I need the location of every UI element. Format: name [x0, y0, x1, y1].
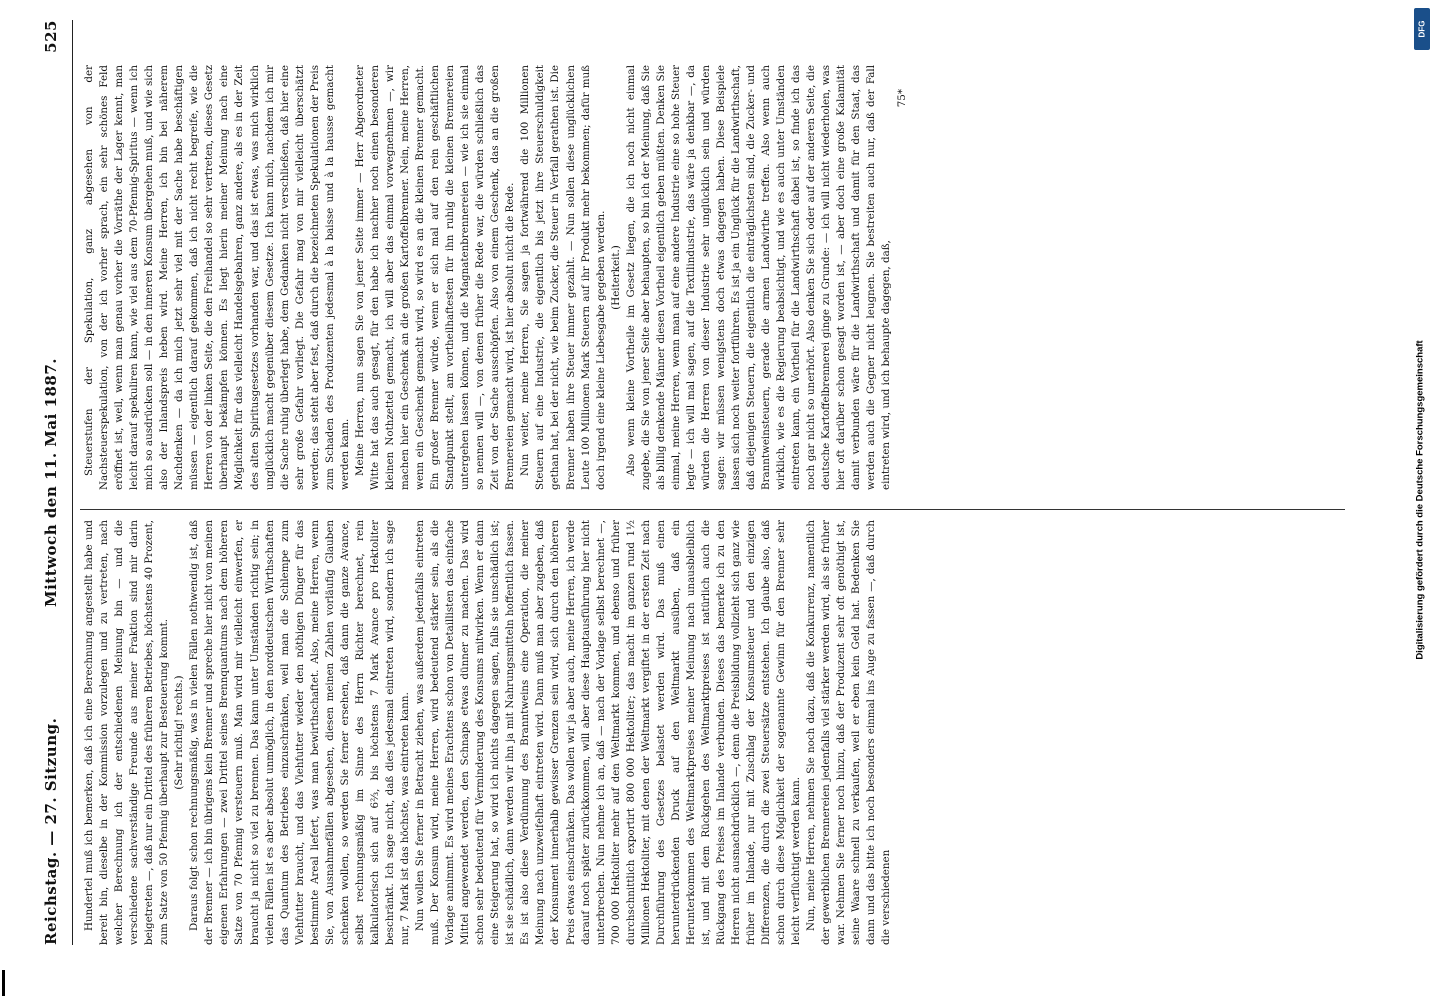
digitization-credit-text: Digitalisierung gefördert durch die Deutsche Forschungsgemeinschaft: [1414, 340, 1426, 660]
page-number: 525: [42, 20, 60, 53]
paragraph: Meine Herren, nun sagen Sie von jener Seite immer — Herr Abgeordneter Witte hat das auch gesagt, für den habe ich nachher noch einen besonderen kleinen Nothzettel gemacht, ich will aber das einmal vorwegnehmen —, wir machen hier ein Geschenk an die großen Kartoffelbrenner. Nein, meine Herren, wenn ein Geschenk gemacht wird, so wird es an die kleinen Brenner gemacht. Ein großer Brenner würde, wenn er sich mal auf den rein geschäftlichen Standpunkt stellt, am vortheilhaftesten für ihn ruhig die kleinen Brennereien untergehen lassen können, und die Magnatenbrennereien — wie ich sie einmal so nennen will —, von denen früher die Rede war, die würden schließlich das Zeit von der Sache ausschöpfen. Also von einem Geschenk, das an die großen Brennereien gemacht wird, ist hier absolut nicht die Rede.: [353, 65, 517, 490]
page-signature: 75*: [895, 89, 908, 108]
scan-edge-mark: [2, 970, 5, 996]
digitization-credit: [1410, 60, 1430, 940]
header-rule: [72, 20, 73, 945]
dfg-logo-text: DFG: [1417, 20, 1427, 38]
left-column: [82, 520, 1342, 945]
paragraph: Also wenn kleine Vortheile im Gesetz liegen, die ich noch nicht einmal zugebe, die Sie von jener Seite aber behaupten, so bin ich der Meinung, daß Sie als billig denkende Männer diesen Vortheil eigentlich geben müßten. Denken Sie einmal, meine Herren, wenn man auf eine andere Industrie eine so hohe Steuer legte — ich will mal sagen, auf die Textilindustrie, das wäre ja denkbar —, da würden die Herren von dieser Industrie sehr unglücklich sein und würden sagen: wir müssen wenigstens doch etwas dagegen haben. Diese Beispiele lassen sich noch weiter fortführen. Es ist ja ein Unglück für die Landwirthschaft, daß diejenigen Steuern, die eigentlich die einträglichsten sind, die Zucker- und Branntweinsteuern, gerade die armen Landwirthe treffen. Also wenn auch wirklich, wie es die Regierung beabsichtigt, und wie es auch unter Umständen eintreten kann, ein Vortheil für die Landwirthschaft dabei ist, so finde ich das noch gar nicht so unerhört. Also denken Sie sich oder auf der anderen Seite, die deutsche Kartoffelbrennerei ginge zu Grunde: — ich will nicht wiederholen, was hier oft darüber schon gesagt worden ist, — aber doch eine große Kalamität damit verbunden wäre für die Landwirthschaft und damit für den Staat, das werden auch die Gegner nicht leugnen. Sie bestreiten auch nur, daß der Fall eintreten wird, und ich behaupte dagegen, daß,: [624, 65, 893, 490]
paragraph: Nun, meine Herren, nehmen Sie noch dazu, daß die Konkurrenz, namentlich der gewerblichen Brennereien jedenfalls viel stärker werden wird, als sie früher war. Nehmen Sie ferner noch hinzu, daß der Produzent sehr oft genöthigt ist, seine Waare schnell zu verkaufen, weil er eben kein Geld hat. Bedenken Sie dann und das bitte ich noch besonders einmal ins Auge zu fassen —, daß durch die verschiedenen: [805, 520, 893, 945]
header-left: Reichstag. — 27. Sitzung.: [42, 717, 60, 945]
paragraph: Nun weiter, meine Herren, Sie sagen ja fortwährend die 100 Millionen Steuern auf eine Industrie, die eigentlich bis jetzt ihre Steuerschuldigkeit gethan hat, bei der nicht, wie beim Zucker, die Steuer in Verfall gerathen ist. Die Brenner haben ihre Steuer immer gezahlt. — Nun sollen diese unglücklichen Leute 100 Millionen Mark Steuern auf ihr Produkt mehr bekommen; dafür muß doch irgend eine kleine Liebesgabe gegeben werden.: [519, 65, 607, 490]
interjection: (Sehr richtig! rechts.): [173, 675, 186, 790]
header-date: Mittwoch den 11. Mai 1887.: [42, 357, 60, 608]
paragraph: Nun wollen Sie ferner in Betracht ziehen, was außerdem jedenfalls eintreten muß. Der Konsum wird, meine Herren, wird bedeutend stärker sein, als die Vorlage annimmt. Es wird meines Erachtens schon von Detaillisten das einfache Mittel angewendet werden, den Schnaps etwas dünner zu machen. Das wird schon sehr bedeutend für Verminderung des Konsums mitwirken. Wenn er dann eine Steigerung hat, so wird ich nichts dagegen sagen, falls sie unschädlich ist; ist sie schädlich, dann werden wir ihn ja mit Nahrungsmitteln hoffentlich fassen. Es ist also diese Verdünnung des Branntweins eine Operation, die meiner Meinung nach unzweifelhaft eintreten wird. Dann muß man aber zugeben, daß der Konsument innerhalb gewisser Grenzen sein wird, sich durch den höheren Preis etwas einschränken. Das wollen wir ja aber auch, meine Herren, ich werde darauf noch später zurückkommen, will aber diese Hauptausführung hier nicht unterbrechen. Nun nehme ich an, daß — nach der Vorlage selbst berechnet —, 700 000 Hektoliter mehr auf den Weltmarkt kommen, und ebenso und früher durchschnittlich exportirt 800 000 Hektoliter; das macht im ganzen rund 1½ Millionen Hektoliter, mit denen der Weltmarkt vergiftet in der ersten Zeit nach Durchführung des Gesetzes belastet werden wird. Das muß einen herunterdrückenden Druck auf den Weltmarkt ausüben, daß ein Herunterkommen des Weltmarktpreises meiner Meinung nach unausbleiblich ist, und mit dem Rückgehen des Weltmarktpreises ist natürlich auch die Rückgang des Preises im Inlande verbunden. Dieses das bemerke ich zu den Herren nicht ausnachdrücklich —, denn die Preisbildung vollzieht sich ganz wie früher im Inlande, nur mit Zuschlag der Konsumsteuer und den einzigen Differenzen, die durch die zwei Steuersätze entstehen. Ich glaube also, daß schon durch diese Möglichkeit der sogenannte Gewinn für den Brenner sehr leicht verflüchtigt werden kann.: [414, 520, 803, 945]
paragraph: Daraus folgt schon rechnungsmäßig, was in vielen Fällen nothwendig ist, daß der Brenner — ich bin übrigens kein Brenner und spreche hier nicht von meinen eigenen Erfahrungen — zwei Drittel seines Brennquantums nach dem höheren Satze von 70 Pfennig versteuern muß. Man wird mir vielleicht einwerfen, er braucht ja nicht so viel zu brennen. Das kann unter Umständen richtig sein; in vielen Fällen ist es aber absolut unmöglich, in den norddeutschen Wirthschaften das Quantum des Betriebes einzuschränken, weil man die Schlempe zum Viehfutter braucht, und das Viehfutter wieder den nöthigen Dünger für das bestimmte Areal liefert, was man bewirthschaftet. Also, meine Herren, wenn Sie, von Ausnahmefällen abgesehen, diesen meinen Zahlen vorläufig Glauben schenken wollen, so werden Sie ferner ersehen, daß dann die ganze Avance, selbst rechnungsmäßig im Sinne des Herrn Richter berechnet, rein kalkulatorisch sich auf 6⅔, bis höchstens 7 Mark Avance pro Hektoliter beschränkt. Ich sage nicht, daß dies jedesmal eintreten wird, sondern ich sage nur, 7 Mark ist das höchste, was eintreten kann.: [188, 520, 411, 945]
interjection: (Heiterkeit.): [609, 245, 622, 310]
paragraph: Hundertel muß ich bemerken, daß ich eine Berechnung angestellt habe und bereit bin, dieselbe in der Kommission vorzulegen und zu vertreten, nach welcher Berechnung ich der entschiedenen Meinung bin — und die verschiedene sachverständige Freunde aus meiner Fraktion sind mir darin beigetreten —, daß nur ein Drittel des früheren Betriebes, höchstens 40 Prozent, zum Satze von 50 Pfennig überhaupt zur Besteuerung kommt.: [83, 520, 171, 945]
dfg-logo: [1414, 8, 1430, 50]
page-header: [42, 20, 70, 945]
paragraph: Steuerstufen der Spekulation, ganz abgesehen von der Nachsteuerspekulation, von der ich vorher sprach, ein sehr schönes Feld eröffnet ist, weil, wenn man genau vorher die Vorräthe der Lager kennt, man leicht darauf spekuliren kann, wie viel aus dem 70-Pfennig-Spiritus — wenn ich mich so ausdrücken soll — in den inneren Konsum übergehen muß, und wie sich also der Inlandspreis heben wird. Meine Herren, ich bin bei näherem Nachdenken — da ich mich jetzt sehr viel mit der Sache habe beschäftigen müssen — eigentlich darauf gekommen, daß ich nicht recht begreife, wie die Herren von der linken Seite, die den Freihandel so sehr vertreten, dieses Gesetz überhaupt bekämpfen können. Es liegt hierin meiner Meinung nach eine Möglichkeit für das vielleicht Handelsgebahren, ganz andere, als es in der Zeit des alten Spiritusgesetzes vorhanden war, und das ist etwas, was mich wirklich unglücklich macht gegenüber diesem Gesetze. Ich kann mich, nachdem ich mir die Sache ruhig überlegt habe, dem Gedanken nicht verschließen, daß hier eine sehr große Gefahr vorliegt. Die Gefahr mag von mir vielleicht überschätzt werden; das steht aber fest, daß durch die bezeichneten Spekulationen der Preis zum Schaden des Produzenten jedesmal à la baisse und à la hausse gemacht werden kann.: [83, 65, 351, 490]
column-divider: [80, 509, 1345, 510]
right-column: [82, 65, 1342, 490]
